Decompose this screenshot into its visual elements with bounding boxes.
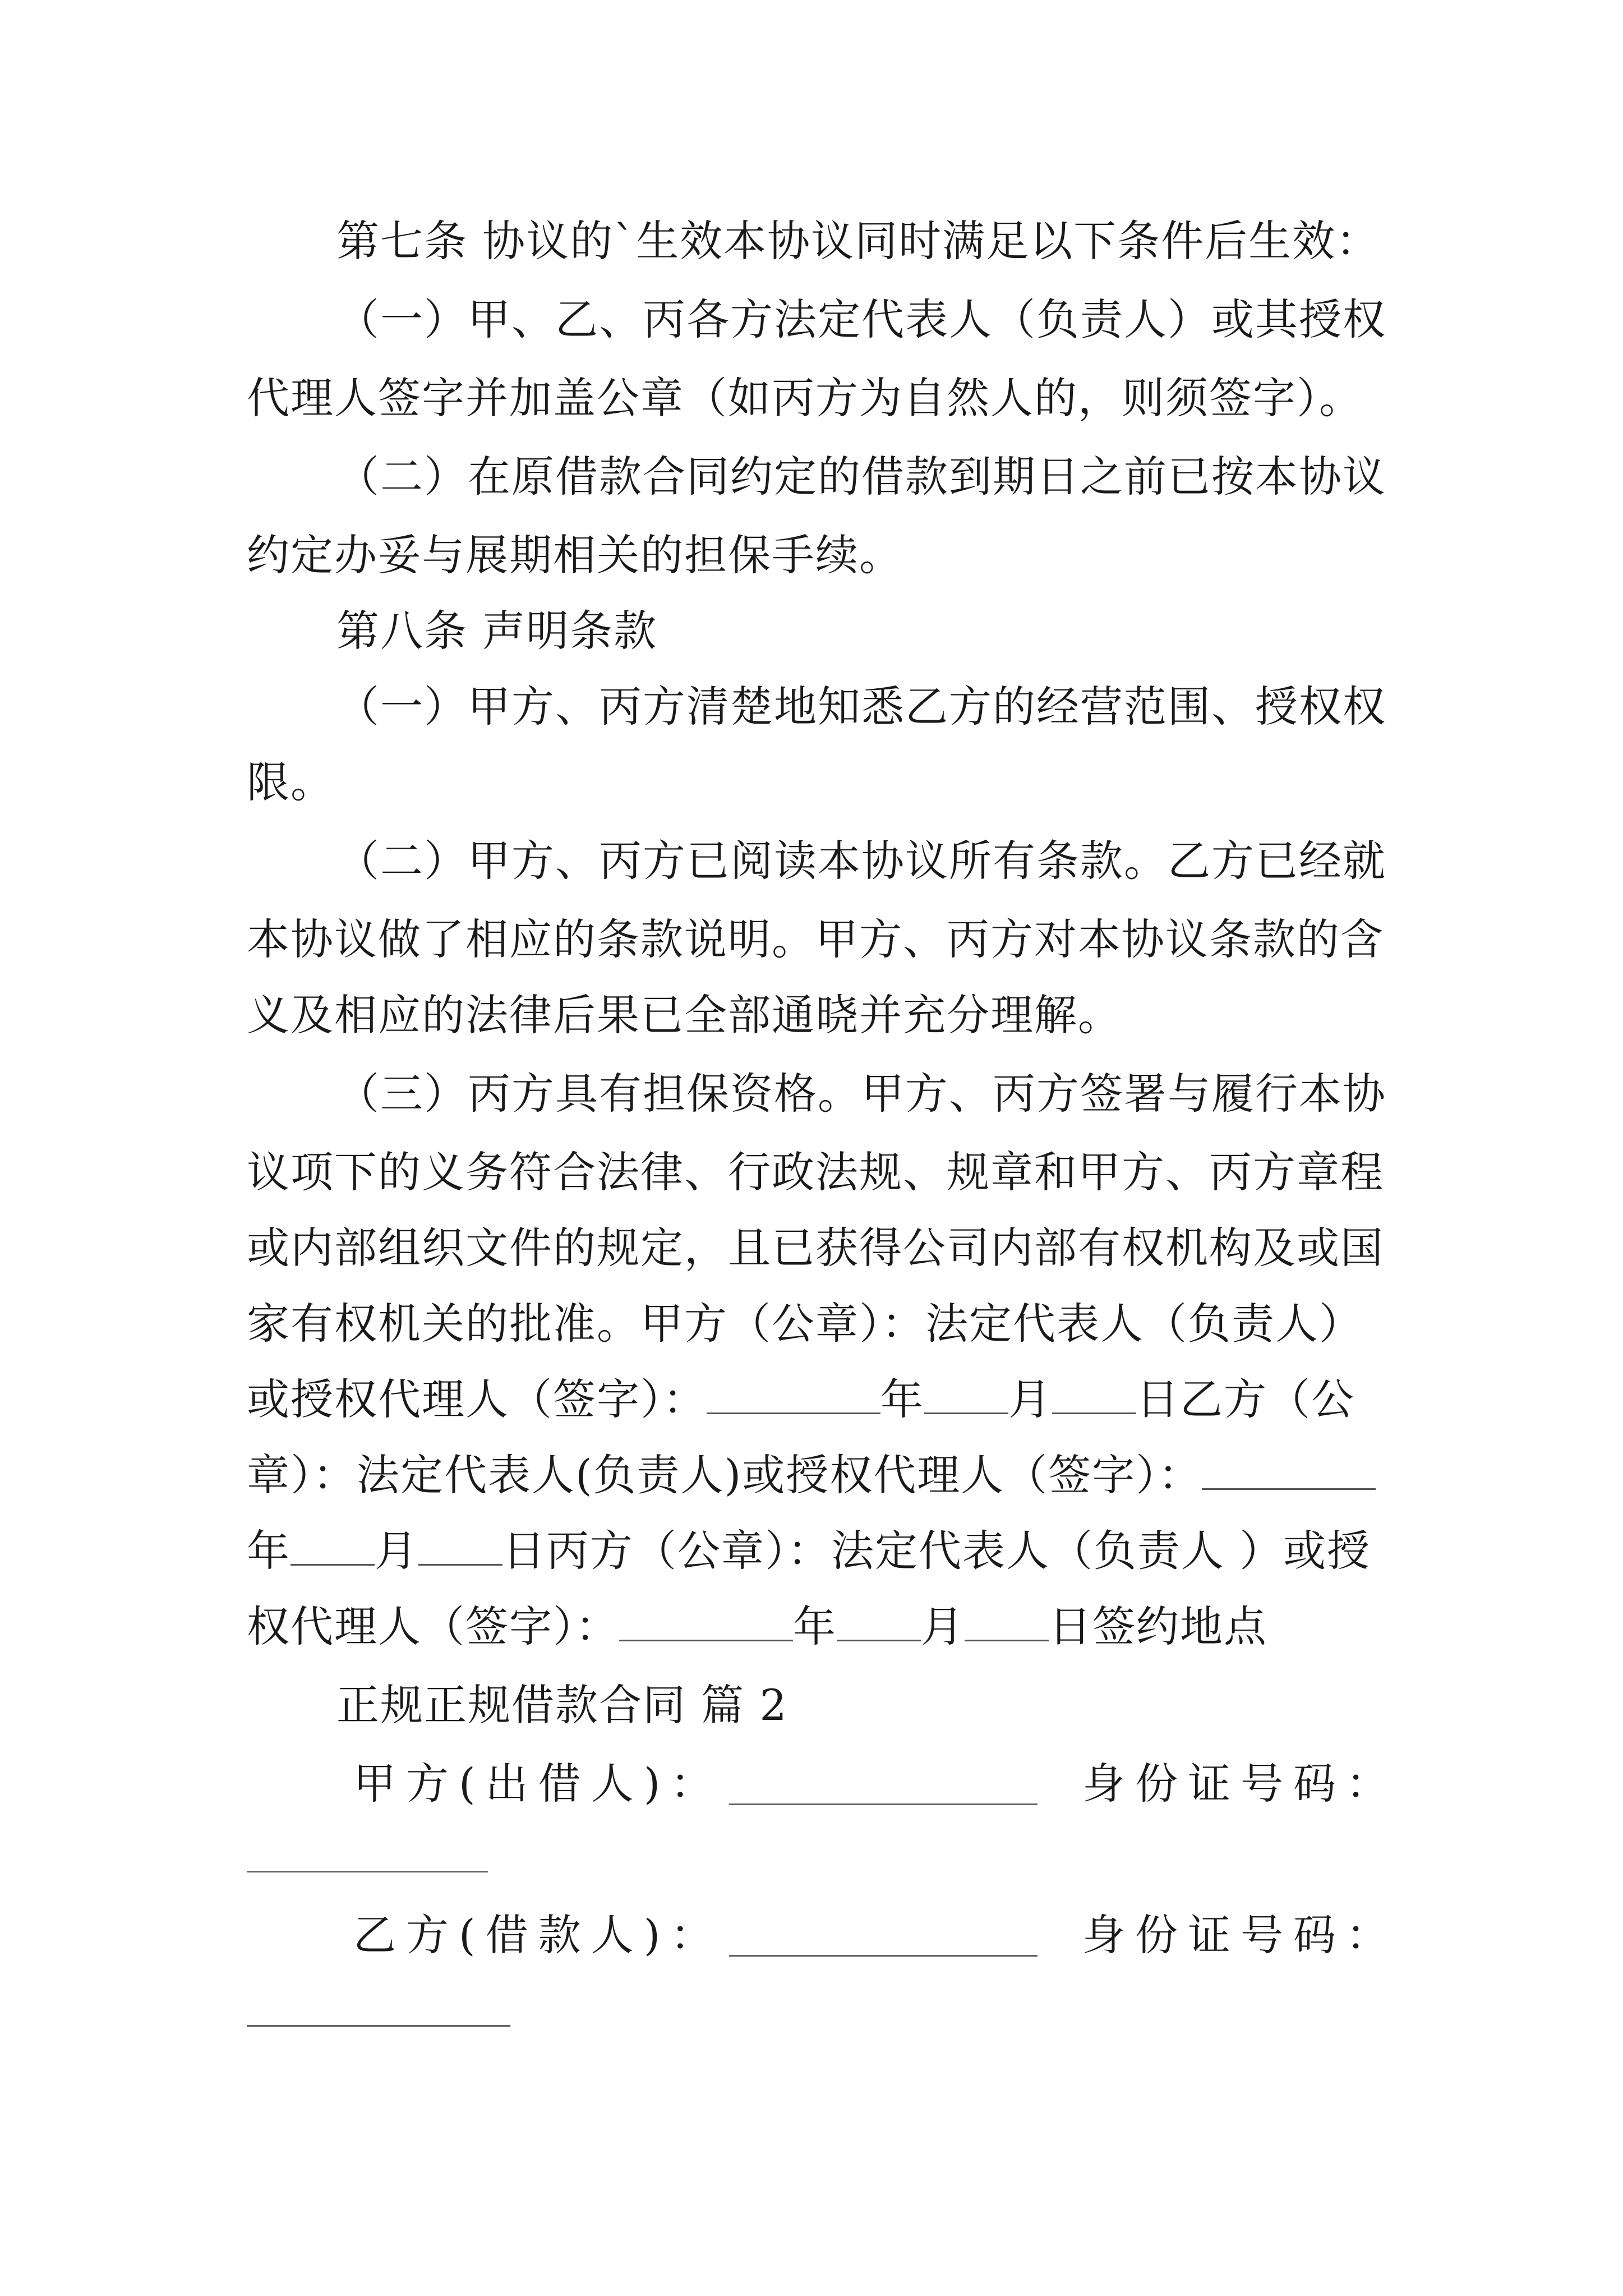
paragraph-line: （二）甲方、丙方已阅读本协议所有条款。乙方已经就 [336,836,1386,886]
blank-field[interactable] [418,1525,502,1566]
blank-field[interactable] [924,1373,1008,1414]
year-label: 年 [247,1526,291,1576]
month-label: 月 [1008,1374,1052,1424]
blank-field[interactable] [1052,1373,1136,1414]
signature-label: 日签约地点 [1049,1602,1267,1651]
year-label: 年 [880,1374,924,1424]
paragraph-line: （一）甲方、丙方清楚地知悉乙方的经营范围、授权权 [336,682,1386,731]
signature-line [247,1523,1371,1579]
month-label: 月 [375,1526,418,1576]
party-a-name-blank[interactable] [729,1803,1038,1805]
section2-heading: 正规正规借款合同 篇 2 [336,1680,788,1730]
signature-label: 权代理人（签字）： [247,1602,619,1651]
blank-field[interactable] [707,1373,880,1414]
signature-label: 日乙方（公 [1136,1374,1355,1424]
signature-label: 或授权代理人（签字）： [247,1374,707,1424]
month-label: 月 [921,1602,965,1651]
party-b-id-label: 身份证号码： [1082,1910,1399,1960]
signature-line [247,1599,1267,1655]
paragraph-line: （一）甲、乙、丙各方法定代表人（负责人）或其授权 [336,295,1386,344]
signature-line [247,1447,1376,1503]
party-b-id-blank[interactable] [247,2025,510,2027]
blank-field[interactable] [291,1525,375,1566]
signature-label: 日丙方（公章）：法定代表人（负责人 ）或授 [502,1526,1371,1576]
paragraph-line: 家有权机关的批准。甲方（公章）：法定代表人（负责人） [247,1299,1363,1349]
paragraph-line: （二）在原借款合同约定的借款到期日之前已按本协议 [336,452,1386,501]
paragraph-line: 代理人签字并加盖公章（如丙方为自然人的，则须签字）。 [247,373,1363,423]
paragraph-line: 本协议做了相应的条款说明。甲方、丙方对本协议条款的含 [247,914,1384,964]
party-a-id-label: 身份证号码： [1082,1759,1399,1809]
section-heading: 第八条 声明条款 [336,606,658,656]
paragraph-line: 限。 [247,757,334,807]
year-label: 年 [793,1602,837,1651]
paragraph-line: 或内部组织文件的规定，且已获得公司内部有权机构及或国 [247,1223,1384,1273]
paragraph-line: （三）丙方具有担保资格。甲方、丙方签署与履行本协 [336,1069,1386,1119]
paragraph-line: 义及相应的法律后果已全部通晓并充分理解。 [247,990,1122,1040]
signature-label: 章）：法定代表人(负责人)或授权代理人（签字）： [247,1450,1202,1500]
party-a-id-blank[interactable] [247,1871,488,1872]
blank-field[interactable] [1202,1449,1376,1490]
party-a-label: 甲方(出借人)： [353,1759,723,1809]
paragraph-line: 议项下的义务符合法律、行政法规、规章和甲方、丙方章程 [247,1147,1384,1197]
party-b-name-blank[interactable] [729,1955,1038,1957]
party-b-label: 乙方(借款人)： [353,1910,723,1960]
paragraph-line: 第七条 协议的`生效本协议同时满足以下条件后生效： [336,216,1380,266]
paragraph-line: 约定办妥与展期相关的担保手续。 [247,530,903,580]
blank-field[interactable] [837,1600,921,1641]
signature-line [247,1372,1355,1428]
blank-field[interactable] [965,1600,1049,1641]
blank-field[interactable] [619,1600,793,1641]
